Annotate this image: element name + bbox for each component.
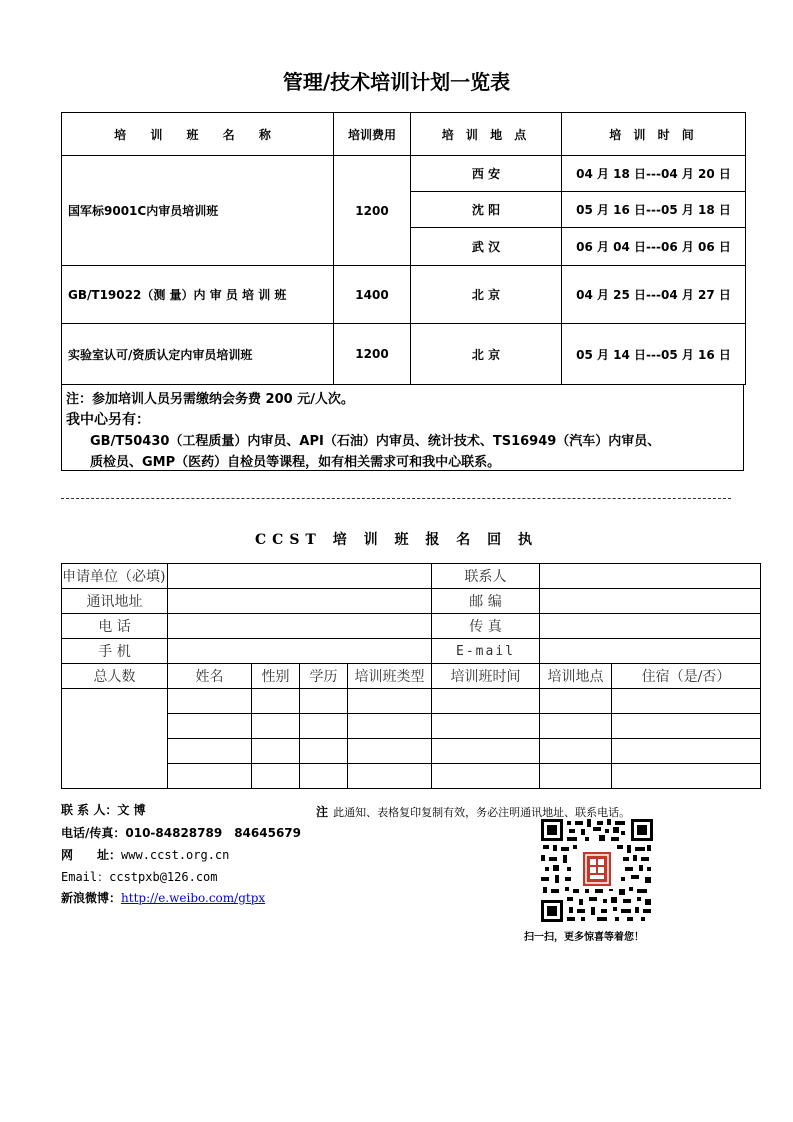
- notice-label: 注: [316, 805, 329, 819]
- entry-cell[interactable]: [348, 714, 432, 739]
- postcode-label: 邮 编: [432, 589, 540, 614]
- entry-cell[interactable]: [540, 714, 612, 739]
- col-course-time: 培训班时间: [432, 664, 540, 689]
- fax-field[interactable]: [540, 614, 761, 639]
- fax-label: 传 真: [432, 614, 540, 639]
- phone-field[interactable]: [168, 614, 432, 639]
- col-name: 姓名: [168, 664, 252, 689]
- page-title: 管理/技术培训计划一览表: [282, 70, 511, 94]
- address-field[interactable]: [168, 589, 432, 614]
- contact-phone: 电话/传真：010-84828789 84645679: [61, 826, 302, 840]
- postcode-field[interactable]: [540, 589, 761, 614]
- session-place: 西 安: [411, 156, 562, 192]
- qr-caption: 扫一扫，更多惊喜等着您！: [524, 932, 644, 943]
- entry-cell[interactable]: [252, 764, 300, 789]
- course-fee: 1400: [334, 266, 411, 324]
- entry-cell[interactable]: [612, 764, 761, 789]
- mobile-label: 手 机: [62, 639, 168, 664]
- contact-label: 联系人: [432, 564, 540, 589]
- entry-cell[interactable]: [252, 739, 300, 764]
- contact-email: Email：ccstpxb@126.com: [61, 870, 218, 884]
- entry-cell[interactable]: [300, 689, 348, 714]
- total-count-field[interactable]: [62, 689, 168, 789]
- session-time: 04 月 18 日---04 月 20 日: [562, 156, 746, 192]
- col-place: 培训地点: [540, 664, 612, 689]
- entry-cell[interactable]: [612, 739, 761, 764]
- weibo-link[interactable]: http://e.weibo.com/gtpx: [121, 891, 266, 905]
- entry-cell[interactable]: [432, 739, 540, 764]
- other-courses-line1: GB/T50430（工程质量）内审员、API（石油）内审员、统计技术、TS16949（汽车）内审员、: [90, 434, 661, 449]
- entry-cell[interactable]: [168, 764, 252, 789]
- course-fee: 1200: [334, 156, 411, 266]
- notes-box: [61, 385, 744, 471]
- session-place: 沈 阳: [411, 192, 562, 228]
- cut-line: [61, 498, 731, 499]
- col-course-type: 培训班类型: [348, 664, 432, 689]
- col-total: 总人数: [62, 664, 168, 689]
- col-lodging: 住宿（是/否）: [612, 664, 761, 689]
- session-time: 05 月 14 日---05 月 16 日: [562, 324, 746, 385]
- fee-note: 注：参加培训人员另需缴纳会务费 200 元/人次。: [66, 392, 354, 407]
- entry-cell[interactable]: [252, 714, 300, 739]
- contact-person: 联 系 人：文 博: [61, 803, 146, 817]
- entry-cell[interactable]: [612, 689, 761, 714]
- unit-field[interactable]: [168, 564, 432, 589]
- session-place: 武 汉: [411, 228, 562, 266]
- registration-form-table: [61, 563, 761, 789]
- course-name: 国军标9001C内审员培训班: [62, 156, 334, 266]
- contact-field[interactable]: [540, 564, 761, 589]
- entry-cell[interactable]: [300, 764, 348, 789]
- session-place: 北 京: [411, 266, 562, 324]
- entry-cell[interactable]: [432, 689, 540, 714]
- entry-cell[interactable]: [540, 764, 612, 789]
- session-time: 06 月 04 日---06 月 06 日: [562, 228, 746, 266]
- entry-cell[interactable]: [300, 739, 348, 764]
- entry-cell[interactable]: [348, 739, 432, 764]
- weibo-label: 新浪微博：: [61, 891, 122, 905]
- unit-label: 申请单位（必填): [62, 564, 168, 589]
- entry-cell[interactable]: [540, 739, 612, 764]
- entry-cell[interactable]: [168, 714, 252, 739]
- mobile-field[interactable]: [168, 639, 432, 664]
- other-courses-line2: 质检员、GMP（医药）自检员等课程，如有相关需求可和我中心联系。: [90, 455, 501, 470]
- email-field[interactable]: [540, 639, 761, 664]
- session-time: 04 月 25 日---04 月 27 日: [562, 266, 746, 324]
- email-label: E-mail: [432, 639, 540, 664]
- website-label: 网 址：: [61, 848, 122, 862]
- entry-cell[interactable]: [252, 689, 300, 714]
- header-place: 培 训 地 点: [411, 113, 562, 156]
- entry-cell[interactable]: [540, 689, 612, 714]
- session-place: 北 京: [411, 324, 562, 385]
- phone-label: 电 话: [62, 614, 168, 639]
- entry-cell[interactable]: [168, 689, 252, 714]
- entry-cell[interactable]: [348, 764, 432, 789]
- col-education: 学历: [300, 664, 348, 689]
- training-schedule-table: [61, 112, 746, 385]
- header-course-name: 培 训 班 名 称: [62, 113, 334, 156]
- other-courses-heading: 我中心另有：: [66, 412, 150, 428]
- col-gender: 性别: [252, 664, 300, 689]
- contact-weibo-row: [61, 889, 265, 906]
- entry-cell[interactable]: [612, 714, 761, 739]
- contact-website-row: [61, 846, 229, 863]
- entry-cell[interactable]: [432, 714, 540, 739]
- course-name: GB/T19022（测 量）内 审 员 培 训 班: [62, 266, 334, 324]
- notice-text: 此通知、表格复印复制有效，务必注明通讯地址、联系电话。: [333, 806, 631, 819]
- qr-code-icon: [541, 819, 653, 922]
- form-title: CCST 培 训 班 报 名 回 执: [255, 532, 538, 548]
- entry-cell[interactable]: [432, 764, 540, 789]
- course-name: 实验室认可/资质认定内审员培训班: [62, 324, 334, 385]
- header-fee: 培训费用: [334, 113, 411, 156]
- entry-cell[interactable]: [300, 714, 348, 739]
- course-fee: 1200: [334, 324, 411, 385]
- address-label: 通讯地址: [62, 589, 168, 614]
- session-time: 05 月 16 日---05 月 18 日: [562, 192, 746, 228]
- entry-cell[interactable]: [168, 739, 252, 764]
- website-link[interactable]: www.ccst.org.cn: [121, 848, 230, 862]
- form-notice: [316, 801, 630, 820]
- entry-cell[interactable]: [348, 689, 432, 714]
- header-time: 培 训 时 间: [562, 113, 746, 156]
